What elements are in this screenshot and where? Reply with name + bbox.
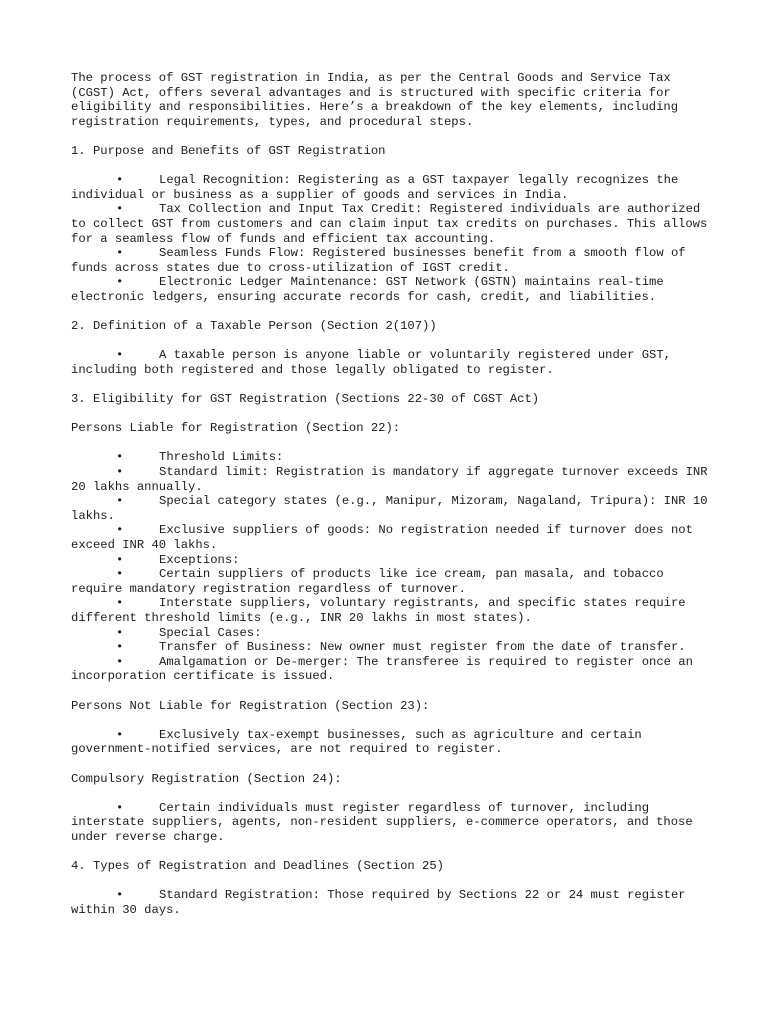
- section-3-subheading-compulsory: Compulsory Registration (Section 24):: [71, 771, 342, 786]
- list-item: • Amalgamation or De-merger: The transferee is required to register once an incorporation certificate is issued.: [71, 654, 701, 684]
- list-item: • Special Cases:: [71, 626, 708, 641]
- list-item: • Exceptions:: [71, 553, 708, 568]
- bullet: •: [116, 596, 124, 611]
- section-3-subheading-not-liable: Persons Not Liable for Registration (Section 23):: [71, 698, 430, 713]
- list-item: • Special category states (e.g., Manipur, Mizoram, Nagaland, Tripura): INR 10 lakhs.: [71, 494, 715, 523]
- bullet: •: [116, 567, 124, 582]
- list-item: • Transfer of Business: New owner must register from the date of transfer.: [71, 640, 708, 655]
- section-3-list-compulsory: [71, 801, 708, 845]
- bullet: •: [116, 523, 124, 538]
- list-item: • Exclusive suppliers of goods: No registration needed if turnover does not exceed INR 40 lakhs.: [71, 523, 701, 552]
- bullet: •: [116, 654, 124, 669]
- section-3-subheading-liable: Persons Liable for Registration (Section 22):: [71, 421, 401, 436]
- section-1-heading: 1. Purpose and Benefits of GST Registration: [71, 143, 386, 158]
- list-item: • Seamless Funds Flow: Registered businesses benefit from a smooth flow of funds across states due to cross-utilization of IGST credit.: [71, 246, 693, 275]
- bullet: •: [116, 552, 124, 567]
- bullet: •: [116, 727, 124, 742]
- bullet: •: [116, 888, 124, 903]
- section-2-heading: 2. Definition of a Taxable Person (Section 2(107)): [71, 319, 437, 334]
- section-2-list: [71, 348, 708, 377]
- bullet: •: [116, 494, 124, 509]
- list-item: • A taxable person is anyone liable or voluntarily registered under GST, including both registered and those legally obligated to register.: [71, 348, 679, 377]
- list-item: • Tax Collection and Input Tax Credit: Registered individuals are authorized to collect GST from customers and can claim input tax credits on purchases. This allows for a seamless flow of funds and efficient tax accounting.: [71, 202, 715, 246]
- list-item: • Threshold Limits:: [71, 450, 708, 465]
- bullet: •: [116, 173, 124, 188]
- list-item: • Certain individuals must register regardless of turnover, including interstate suppliers, agents, non-resident suppliers, e-commerce operators, and those under reverse charge.: [71, 800, 700, 844]
- bullet: •: [116, 275, 124, 290]
- bullet: •: [116, 625, 124, 640]
- list-item: • Electronic Ledger Maintenance: GST Network (GSTN) maintains real-time electronic ledgers, ensuring accurate records for cash, credit, and liabilities.: [71, 275, 671, 304]
- list-item: • Interstate suppliers, voluntary registrants, and specific states require different threshold limits (e.g., INR 20 lakhs in most states).: [71, 596, 693, 625]
- bullet: •: [116, 465, 124, 480]
- bullet: •: [116, 450, 124, 465]
- list-item: • Standard limit: Registration is mandatory if aggregate turnover exceeds INR 20 lakhs annually.: [71, 465, 715, 494]
- list-item: • Standard Registration: Those required by Sections 22 or 24 must register within 30 days.: [71, 888, 693, 917]
- section-3-list-not-liable: [71, 728, 708, 757]
- bullet: •: [116, 246, 124, 261]
- section-3-heading: 3. Eligibility for GST Registration (Sections 22-30 of CGST Act): [71, 392, 540, 407]
- section-1-list: [71, 173, 715, 304]
- section-3-list-liable: [71, 450, 715, 684]
- bullet: •: [116, 202, 124, 217]
- list-item: • Exclusively tax-exempt businesses, such as agriculture and certain government-notified services, are not required to register.: [71, 727, 650, 757]
- bullet: •: [116, 800, 124, 815]
- bullet: •: [116, 348, 124, 363]
- bullet: •: [116, 640, 124, 655]
- section-4-list: [71, 888, 708, 917]
- list-item: • Legal Recognition: Registering as a GST taxpayer legally recognizes the individual or business as a supplier of goods and services in India.: [71, 173, 686, 202]
- list-item: • Certain suppliers of products like ice cream, pan masala, and tobacco require mandatory registration regardless of turnover.: [71, 567, 671, 596]
- section-4-heading: 4. Types of Registration and Deadlines (Section 25): [71, 859, 444, 874]
- intro-paragraph: The process of GST registration in India, as per the Central Goods and Service Tax (CGST) Act, offers several advantages and is structured with specific criteria for eligibility and responsibilities. Here’s a breakdown of the key elements, including registration requirements, types, and procedural steps.: [71, 71, 686, 129]
